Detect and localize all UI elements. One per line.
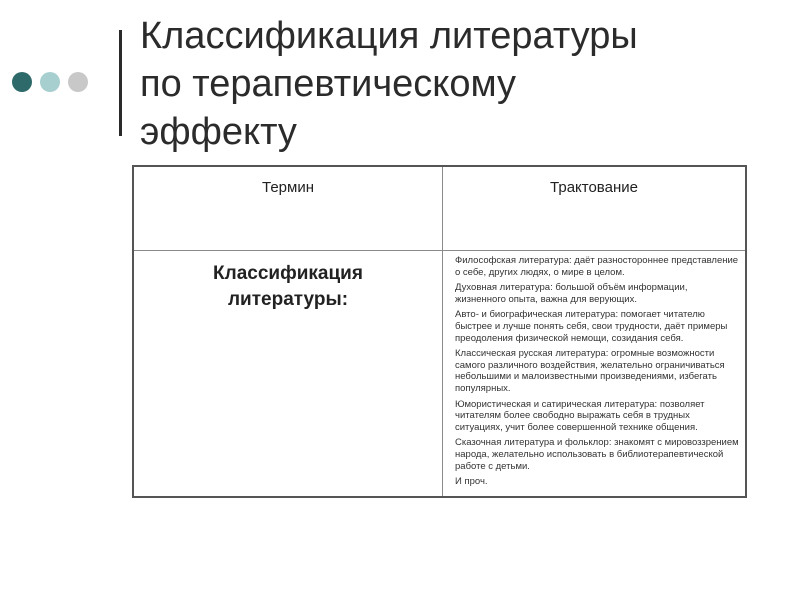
item-humorous: Юмористическая и сатирическая литература: позволяет читателям более свободно выражать себя в трудных ситуациях, учит более совершенной технике общения. xyxy=(455,398,705,433)
item-spiritual: Духовная литература: большой объём информации, жизненного опыта, важна для верующих. xyxy=(455,282,688,305)
classification-table xyxy=(132,165,747,498)
slide-title xyxy=(140,12,780,156)
header-term: Термин xyxy=(133,166,443,251)
decorative-dots xyxy=(12,72,88,92)
title-line-1: Классификация литературы xyxy=(140,15,638,57)
title-divider xyxy=(119,30,122,136)
item-etc: И проч. xyxy=(455,476,488,488)
item-folklore: Сказочная литература и фольклор: знакомят с мировоззрением народа, желательно использовать в библиотерапевтической работе с детьми. xyxy=(455,437,739,472)
dot-gray xyxy=(68,72,88,92)
interpretation-cell xyxy=(443,251,747,497)
header-interpretation: Трактование xyxy=(443,166,747,251)
title-line-2: по терапевтическому xyxy=(140,63,517,105)
item-biographical: Авто- и биографическая литература: помогает читателю быстрее и лучше понять себя, свои трудности, даёт примеры преодоления физической немощи, созидания себя. xyxy=(455,309,728,344)
table-row xyxy=(133,251,746,497)
item-philosophical: Философская литература: даёт разностороннее представление о себе, других людях, о мире в целом. xyxy=(455,255,739,278)
dot-light-teal xyxy=(40,72,60,92)
table-header-row xyxy=(133,166,746,251)
term-line-2: литературы: xyxy=(227,289,349,310)
term-cell xyxy=(133,251,443,497)
item-classical: Классическая русская литература: огромные возможности самого различного воздействия, желательно ограничиваться небольшими и малоизвестными произведениями, избегать популярных. xyxy=(455,348,725,394)
dot-dark xyxy=(12,72,32,92)
term-line-1: Классификация xyxy=(213,263,363,284)
title-line-3: эффекту xyxy=(140,111,297,153)
